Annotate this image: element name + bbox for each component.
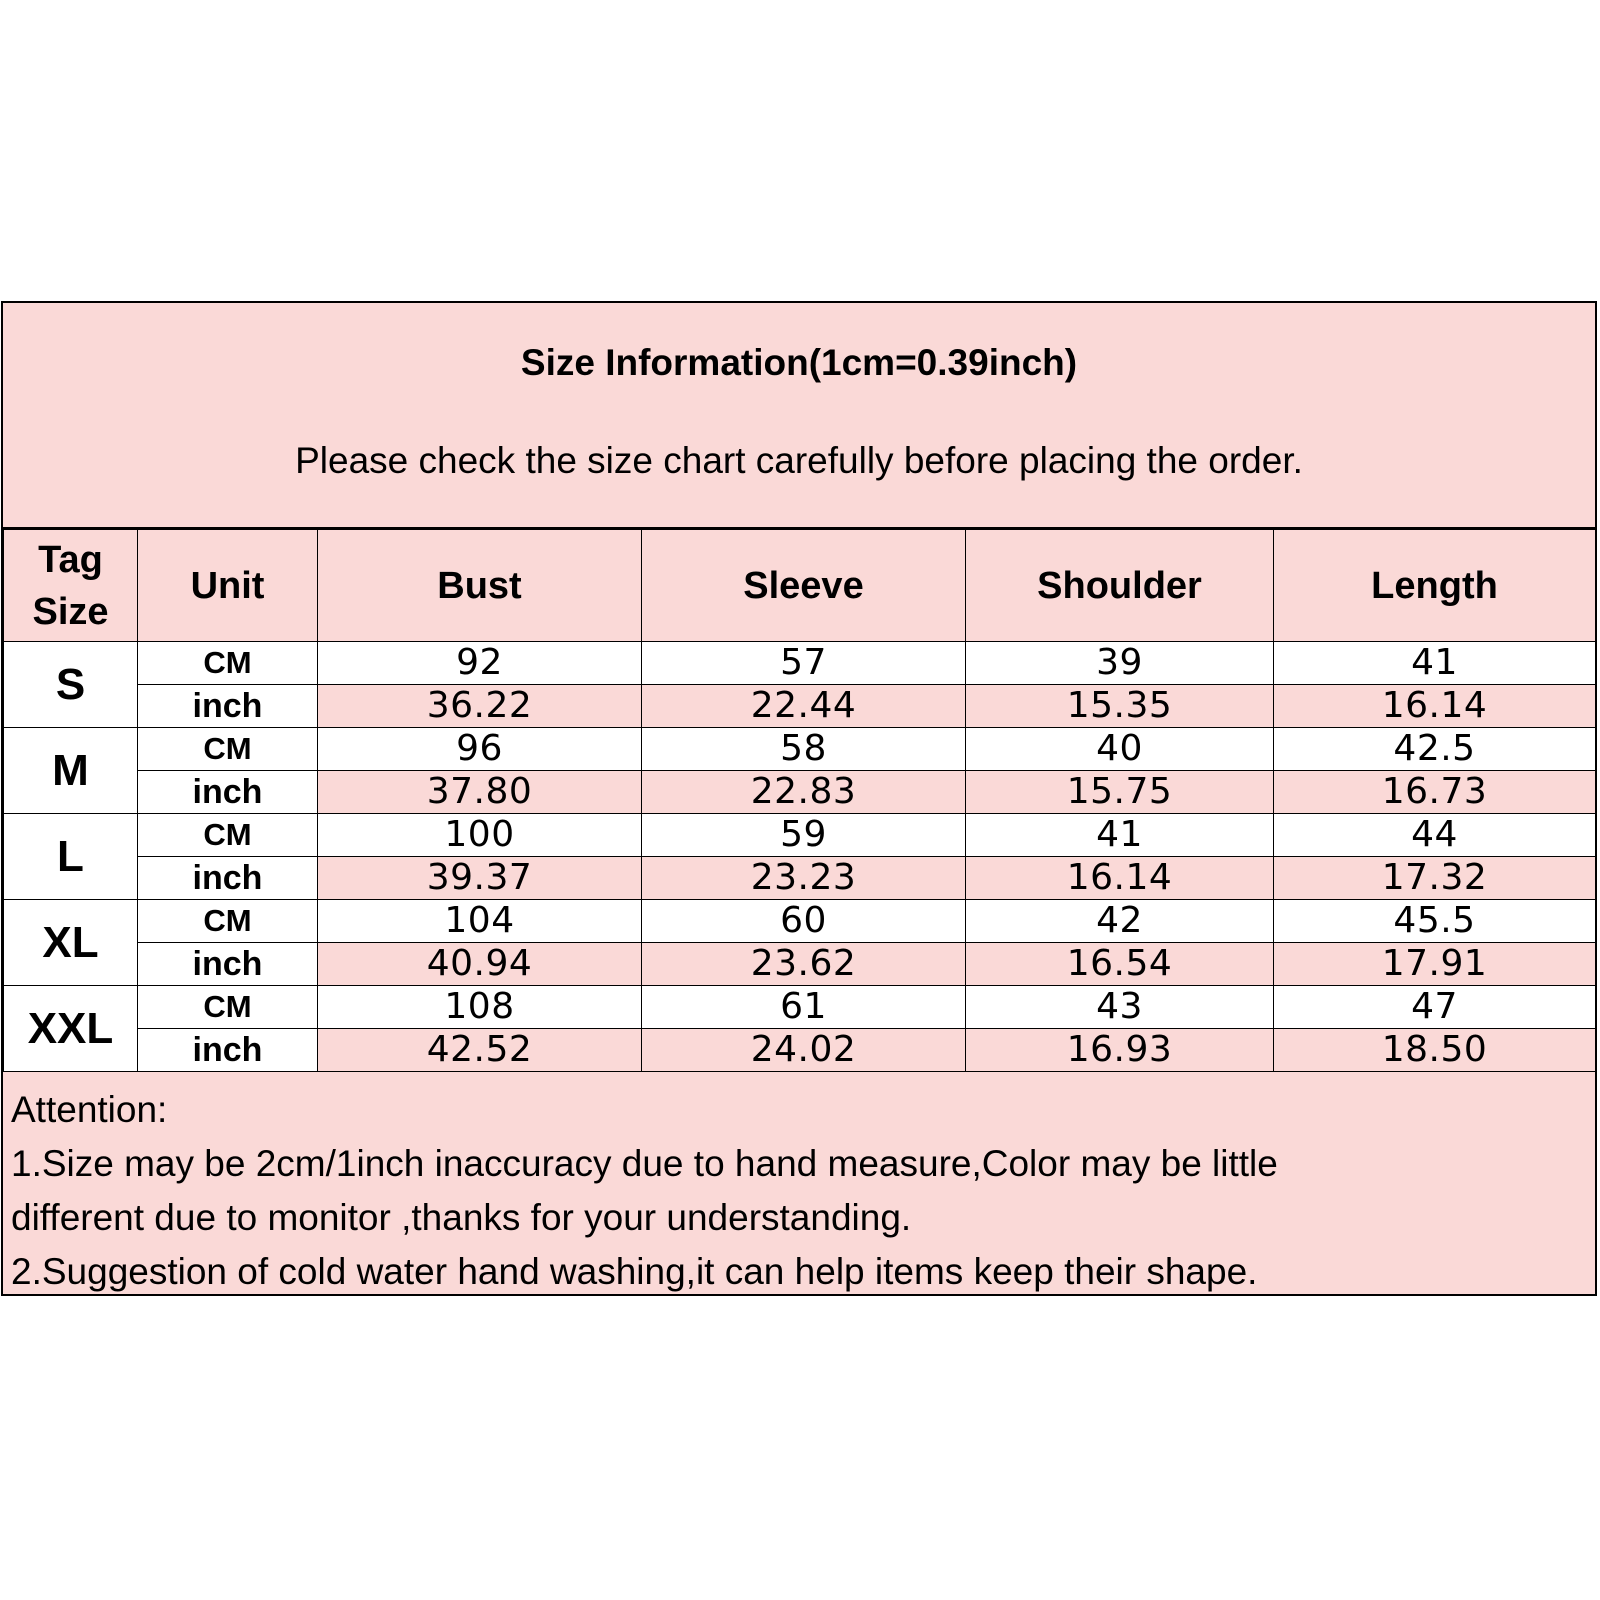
attention-notes <box>11 1083 1587 1299</box>
shoulder-value: 42 <box>966 900 1274 943</box>
table-row-cm <box>4 900 1596 943</box>
table-row-inch <box>4 857 1596 900</box>
bust-value: 96 <box>318 728 642 771</box>
length-value: 44 <box>1274 814 1596 857</box>
shoulder-value: 41 <box>966 814 1274 857</box>
unit-cell: CM <box>138 814 318 857</box>
bust-value: 39.37 <box>318 857 642 900</box>
tag-size-cell: S <box>4 642 138 728</box>
size-chart-header <box>3 303 1595 529</box>
table-row-cm <box>4 986 1596 1029</box>
sleeve-value: 23.23 <box>642 857 966 900</box>
column-header-sleeve: Sleeve <box>642 530 966 642</box>
bust-value: 100 <box>318 814 642 857</box>
table-row-inch <box>4 943 1596 986</box>
unit-cell: CM <box>138 900 318 943</box>
attention-note-line: different due to monitor ,thanks for your understanding. <box>11 1197 912 1238</box>
tag-size-cell: XL <box>4 900 138 986</box>
shoulder-value: 16.14 <box>966 857 1274 900</box>
table-row-cm <box>4 728 1596 771</box>
sleeve-value: 61 <box>642 986 966 1029</box>
length-value: 47 <box>1274 986 1596 1029</box>
sleeve-value: 58 <box>642 728 966 771</box>
length-value: 45.5 <box>1274 900 1596 943</box>
unit-cell: CM <box>138 728 318 771</box>
bust-value: 108 <box>318 986 642 1029</box>
size-chart-title: Size Information(1cm=0.39inch) <box>520 342 1078 383</box>
sleeve-value: 23.62 <box>642 943 966 986</box>
shoulder-value: 16.93 <box>966 1029 1274 1072</box>
attention-note-line: 1.Size may be 2cm/1inch inaccuracy due to hand measure,Color may be little <box>11 1143 1278 1184</box>
shoulder-value: 43 <box>966 986 1274 1029</box>
size-chart-sheet <box>1 301 1597 1296</box>
sleeve-value: 59 <box>642 814 966 857</box>
unit-cell: inch <box>138 685 318 728</box>
sleeve-value: 60 <box>642 900 966 943</box>
column-header-length: Length <box>1274 530 1596 642</box>
sleeve-value: 57 <box>642 642 966 685</box>
column-header-bust: Bust <box>318 530 642 642</box>
size-chart-subtitle: Please check the size chart carefully before placing the order. <box>295 440 1303 481</box>
table-header-row <box>4 530 1596 642</box>
attention-note-line: 2.Suggestion of cold water hand washing,it can help items keep their shape. <box>11 1251 1258 1292</box>
tag-size-cell: M <box>4 728 138 814</box>
bust-value: 36.22 <box>318 685 642 728</box>
bust-value: 104 <box>318 900 642 943</box>
unit-cell: CM <box>138 642 318 685</box>
length-value: 42.5 <box>1274 728 1596 771</box>
shoulder-value: 16.54 <box>966 943 1274 986</box>
unit-cell: CM <box>138 986 318 1029</box>
length-value: 17.32 <box>1274 857 1596 900</box>
tag-size-cell: XXL <box>4 986 138 1072</box>
shoulder-value: 15.35 <box>966 685 1274 728</box>
table-row-inch <box>4 1029 1596 1072</box>
sleeve-value: 22.44 <box>642 685 966 728</box>
unit-cell: inch <box>138 943 318 986</box>
sleeve-value: 24.02 <box>642 1029 966 1072</box>
column-header-shoulder: Shoulder <box>966 530 1274 642</box>
column-header-tag-size: Tag Size <box>4 530 138 642</box>
column-header-unit: Unit <box>138 530 318 642</box>
shoulder-value: 39 <box>966 642 1274 685</box>
length-value: 16.14 <box>1274 685 1596 728</box>
length-value: 41 <box>1274 642 1596 685</box>
tag-size-cell: L <box>4 814 138 900</box>
shoulder-value: 40 <box>966 728 1274 771</box>
shoulder-value: 15.75 <box>966 771 1274 814</box>
bust-value: 92 <box>318 642 642 685</box>
table-row-cm <box>4 642 1596 685</box>
bust-value: 42.52 <box>318 1029 642 1072</box>
size-table <box>3 529 1596 1072</box>
length-value: 18.50 <box>1274 1029 1596 1072</box>
sleeve-value: 22.83 <box>642 771 966 814</box>
length-value: 16.73 <box>1274 771 1596 814</box>
table-row-cm <box>4 814 1596 857</box>
unit-cell: inch <box>138 1029 318 1072</box>
bust-value: 37.80 <box>318 771 642 814</box>
table-row-inch <box>4 771 1596 814</box>
attention-heading: Attention: <box>11 1089 168 1130</box>
length-value: 17.91 <box>1274 943 1596 986</box>
table-row-inch <box>4 685 1596 728</box>
unit-cell: inch <box>138 771 318 814</box>
unit-cell: inch <box>138 857 318 900</box>
bust-value: 40.94 <box>318 943 642 986</box>
